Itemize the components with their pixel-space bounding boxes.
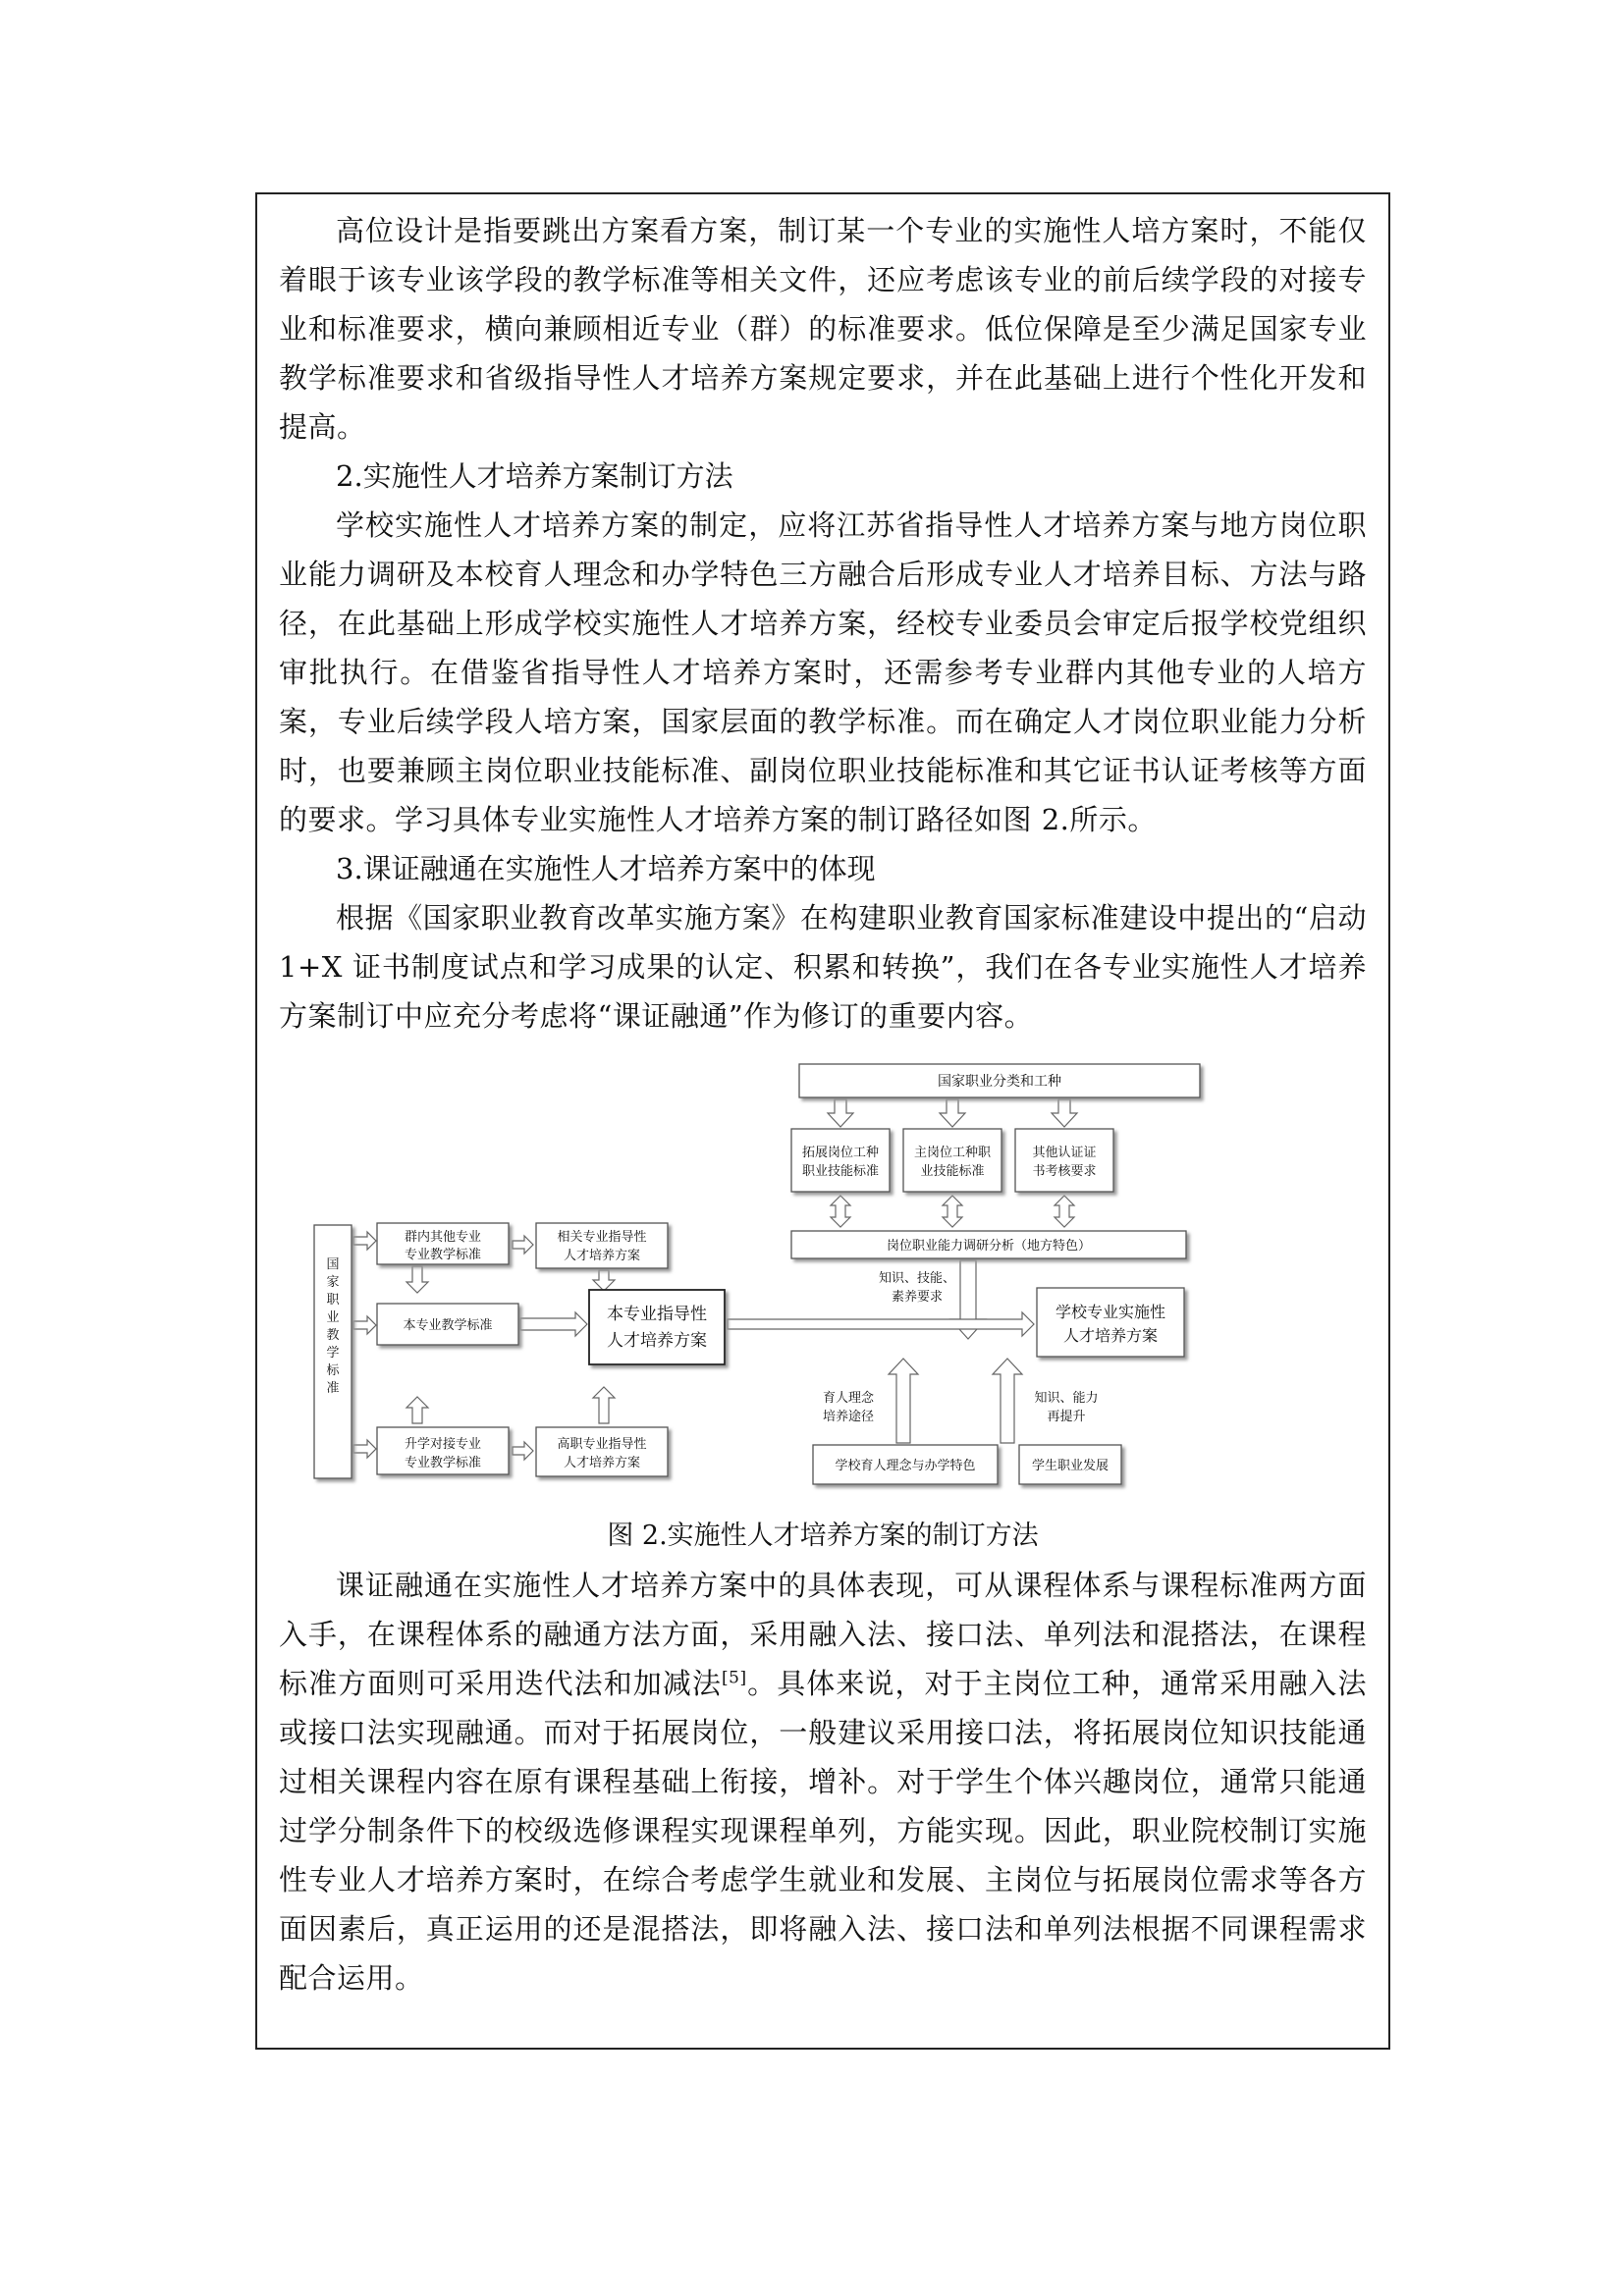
label-edu-concept-path-2: 培养途径	[822, 1410, 875, 1424]
box-school-plan	[1037, 1288, 1184, 1357]
label-related-guide-2: 人才培养方案	[563, 1249, 641, 1263]
label-this-guide-2: 人才培养方案	[607, 1331, 707, 1351]
label-group-other-1: 群内其他专业	[404, 1230, 482, 1245]
label-group-other-2: 专业教学标准	[404, 1248, 482, 1262]
box-main-post	[903, 1129, 1001, 1192]
label-related-guide-1: 相关专业指导性	[557, 1230, 647, 1245]
label-national-standard-6: 标	[326, 1363, 340, 1378]
arrow-right-school-plan	[728, 1312, 1034, 1336]
arrow-double-other	[1055, 1196, 1074, 1227]
label-knowledge-ability-1: 知识、能力	[1034, 1391, 1099, 1406]
citation-ref: [5]	[722, 1668, 747, 1688]
arrow-right-this-guide	[520, 1312, 587, 1336]
section-heading-2: 2.实施性人才培养方案制订方法	[336, 459, 733, 493]
label-national-standard-1: 家	[326, 1275, 340, 1290]
arrow-down-group	[406, 1266, 428, 1293]
label-knowledge-ability-2: 再提升	[1047, 1410, 1086, 1424]
label-national-standard-5: 学	[326, 1346, 340, 1361]
label-extend-post-1: 拓展岗位工种	[801, 1146, 880, 1160]
label-edu-concept-path-1: 育人理念	[822, 1391, 875, 1406]
box-other-cert	[1015, 1129, 1113, 1192]
label-national-classification: 国家职业分类和工种	[938, 1074, 1061, 1090]
flow-diagram	[279, 1058, 1369, 1510]
label-higher-guide-1: 高职专业指导性	[557, 1437, 647, 1452]
arrow-right-group	[353, 1232, 376, 1250]
label-other-cert-1: 其他认证证	[1032, 1146, 1097, 1160]
label-main-post-1: 主岗位工种职	[913, 1146, 992, 1160]
paragraph-course-cert: 根据《国家职业教育改革实施方案》在构建职业教育国家标准建设中提出的“启动 1+X 证书制度试点和学习成果的认定、积累和转换”，我们在各专业实施性人才培养方案制订中应充分考虑将“课证融通”作为修订的重要内容。	[279, 901, 1367, 1033]
label-national-standard-2: 职	[326, 1293, 340, 1308]
arrow-up-student	[993, 1359, 1022, 1443]
box-this-guide	[589, 1290, 725, 1364]
arrow-right-upgrade	[353, 1440, 376, 1458]
label-upgrade-standard-2: 专业教学标准	[404, 1456, 482, 1470]
paragraph-method: 学校实施性人才培养方案的制定，应将江苏省指导性人才培养方案与地方岗位职业能力调研及本校育人理念和办学特色三方融合后形成专业人才培养目标、方法与路径，在此基础上形成学校实施性人才培养方案，经校专业委员会审定后报学校党组织审批执行。在借鉴省指导性人才培养方案时，还需参考专业群内其他专业的人培方案，专业后续学段人培方案，国家层面的教学标准。而在确定人才岗位职业能力分析时，也要兼顾主岗位职业技能标准、副岗位职业技能标准和其它证书认证考核等方面的要求。学习具体专业实施性人才培养方案的制订路径如图 2.所示。	[279, 508, 1367, 836]
arrow-down-main	[940, 1099, 965, 1127]
arrow-right-higher	[513, 1442, 533, 1460]
paragraph-course-cert-detail	[279, 1561, 1367, 2002]
label-student-dev: 学生职业发展	[1031, 1459, 1110, 1473]
label-national-standard-3: 业	[326, 1310, 340, 1325]
paragraph-text-part-2: 。具体来说，对于主岗位工种，通常采用融入法或接口法实现融通。而对于拓展岗位，一般建议采用接口法，将拓展岗位知识技能通过相关课程内容在原有课程基础上衔接，增补。对于学生个体兴趣岗位，通常只能通过学分制条件下的校级选修课程实现课程单列，方能实现。因此，职业院校制订实施性专业人才培养方案时，在综合考虑学生就业和发展、主岗位与拓展岗位需求等各方面因素后，真正运用的还是混搭法，即将融入法、接口法和单列法根据不同课程需求配合运用。	[279, 1667, 1367, 1995]
arrow-double-main	[943, 1196, 962, 1227]
label-this-guide-1: 本专业指导性	[607, 1305, 707, 1324]
label-main-post-2: 业技能标准	[920, 1164, 985, 1179]
arrow-down-other	[1052, 1099, 1077, 1127]
flow-diagram-svg	[279, 1058, 1369, 1510]
label-national-standard-0: 国	[326, 1257, 340, 1272]
label-this-standard: 本专业教学标准	[403, 1318, 493, 1333]
arrow-down-related	[593, 1270, 615, 1291]
arrow-down-extend	[828, 1099, 853, 1127]
paragraph-text-part-1: 课证融通在实施性人才培养方案中的具体表现，可从课程体系与课程标准两方面入手，在课程体系的融通方法方面，采用融入法、接口法、单列法和混搭法，在课程标准方面则可采用迭代法和加减法	[279, 1569, 1367, 1700]
box-extend-post	[791, 1129, 890, 1192]
label-extend-post-2: 职业技能标准	[801, 1164, 880, 1179]
label-school-plan-2: 人才培养方案	[1062, 1326, 1159, 1345]
label-school-plan-1: 学校专业实施性	[1055, 1303, 1166, 1321]
figure-caption: 图 2.实施性人才培养方案的制订方法	[607, 1521, 1039, 1551]
label-school-concept: 学校育人理念与办学特色	[835, 1459, 976, 1473]
section-heading-3: 3.课证融通在实施性人才培养方案中的体现	[336, 852, 876, 885]
label-national-standard-4: 教	[326, 1328, 340, 1343]
paragraph-high-level-design: 高位设计是指要跳出方案看方案，制订某一个专业的实施性人培方案时，不能仅着眼于该专业该学段的教学标准等相关文件，还应考虑该专业的前后续学段的对接专业和标准要求，横向兼顾相近专业（群）的标准要求。低位保障是至少满足国家专业教学标准要求和省级指导性人才培养方案规定要求，并在此基础上进行个性化开发和提高。	[279, 214, 1367, 444]
arrow-up-upgrade	[406, 1397, 428, 1423]
label-other-cert-2: 书考核要求	[1032, 1164, 1097, 1179]
arrow-right-this	[353, 1316, 376, 1334]
label-national-standard-7: 准	[326, 1381, 340, 1396]
label-post-ability: 岗位职业能力调研分析（地方特色）	[886, 1239, 1092, 1254]
arrow-up-higher	[593, 1387, 615, 1423]
label-higher-guide-2: 人才培养方案	[563, 1456, 641, 1470]
content-frame	[255, 192, 1390, 2050]
label-upgrade-standard-1: 升学对接专业	[404, 1437, 482, 1452]
arrow-up-concept	[889, 1359, 918, 1443]
page-content	[279, 206, 1367, 2002]
arrow-double-extend	[831, 1196, 850, 1227]
label-knowledge-skill-1: 知识、技能、	[878, 1271, 956, 1286]
label-knowledge-skill-2: 素养要求	[891, 1290, 944, 1305]
arrow-right-related	[513, 1236, 533, 1254]
